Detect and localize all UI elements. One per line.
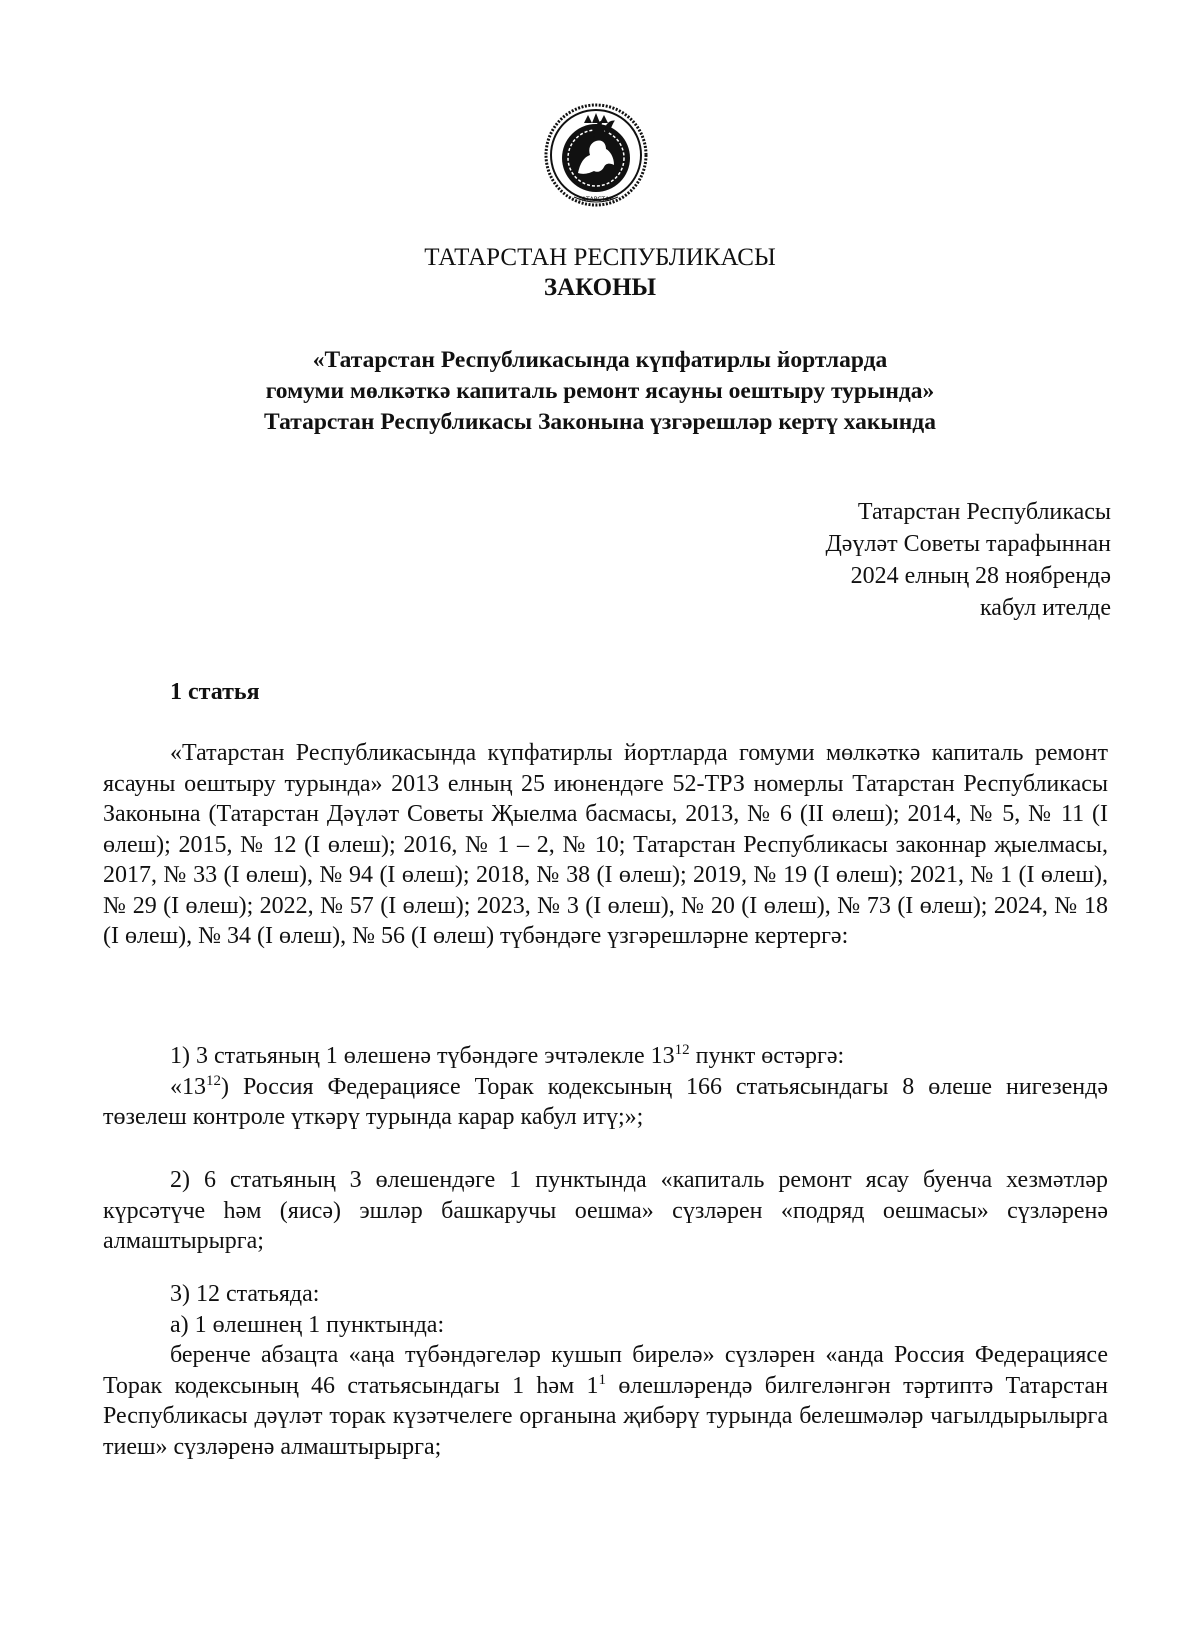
item-1	[103, 1041, 1108, 1133]
item-3-paragraph: 3) 12 статьяда:	[170, 1281, 320, 1307]
adoption-note	[825, 496, 1111, 624]
law-title	[0, 345, 1200, 438]
tatarstan-coat-of-arms-icon	[544, 103, 648, 207]
republic-heading: ТАТАРСТАН РЕСПУБЛИКАСЫ	[424, 244, 776, 271]
item-1-quote-superscript: 12	[206, 1072, 221, 1089]
item-1-quote-paragraph: «$13^{12}$) Россия Федерациясе Торак кодексының 166 статьясындагы 8 өлеше нигезендә төзелеш контроле үткәрү турында карар кабул итү;»;	[103, 1072, 1108, 1130]
svg-text:ТАТАРСТАН: ТАТАРСТАН	[578, 196, 614, 203]
adoption-line-3: 2024 елның 28 ноябрендә	[850, 563, 1111, 589]
law-title-line-2: гомуми мөлкәткә капиталь ремонт ясауны оештыру турында»	[265, 378, 935, 404]
article-intro	[103, 738, 1108, 952]
item-3a-text-paragraph: беренче абзацта «аңа түбәндәгеләр кушып бирелә» сүзләрен «анда Россия Федерациясе Торак кодексының 46 статьясындагы 1 һәм $1^1$ өлешләрендә билгеләнгән тәртиптә Татарстан Республикасы дәүләт торак күзәтчелеге органына җибәрү турында белешмәләр чагылдырылырга тиеш» сүзләренә алмаштырырга;	[103, 1342, 1108, 1460]
law-title-line-3: Татарстан Республикасы Законына үзгәрешләр кертү хакында	[264, 409, 936, 435]
article-title: 1 статья	[170, 679, 260, 705]
article-intro-paragraph: «Татарстан Республикасында күпфатирлы йортларда гомуми мөлкәткә капиталь ремонт ясауны оештыру турында» 2013 елның 25 июнендәге 52-ТРЗ номерлы Татарстан Республикасы Законына (Татарстан Дәүләт Советы Җыелма басмасы, 2013, № 6 (II өлеш); 2014, № 5, № 11 (I өлеш); 2015, № 12 (I өлеш); 2016, № 1 – 2, № 10; Татарстан Республикасы законнар җыелмасы, 2017, № 33 (I өлеш), № 94 (I өлеш); 2018, № 38 (I өлеш); 2019, № 19 (I өлеш); 2021, № 1 (I өлеш), № 29 (I өлеш); 2022, № 57 (I өлеш); 2023, № 3 (I өлеш), № 20 (I өлеш), № 73 (I өлеш); 2024, № 18 (I өлеш), № 34 (I өлеш), № 56 (I өлеш) түбәндәге үзгәрешләрне кертергә:	[103, 740, 1108, 949]
item-3a-superscript: 1	[598, 1371, 607, 1388]
adoption-line-1: Татарстан Республикасы	[857, 499, 1111, 525]
item-1-paragraph: 1) 3 статьяның 1 өлешенә түбәндәге эчтәлекле $13^{12}$ пункт өстәргә:	[170, 1042, 845, 1069]
item-3a-paragraph: а) 1 өлешнең 1 пунктында:	[170, 1311, 445, 1338]
item-3	[103, 1279, 1108, 1462]
adoption-line-2: Дәүләт Советы тарафыннан	[825, 531, 1111, 557]
item-2-paragraph: 2) 6 статьяның 3 өлешендәге 1 пунктында «капиталь ремонт ясау буенча хезмәтләр күрсәтүче һәм (яисә) эшләр башкаручы оешма» сүзләрен «подряд оешмасы» сүзләренә алмаштырырга;	[103, 1167, 1108, 1254]
item-2	[103, 1165, 1108, 1257]
item-1-superscript: 12	[674, 1042, 690, 1058]
law-title-line-1: «Татарстан Республикасында күпфатирлы йортларда	[312, 347, 888, 373]
law-heading: ЗАКОНЫ	[543, 274, 657, 301]
adoption-line-4: кабул ителде	[980, 595, 1111, 621]
